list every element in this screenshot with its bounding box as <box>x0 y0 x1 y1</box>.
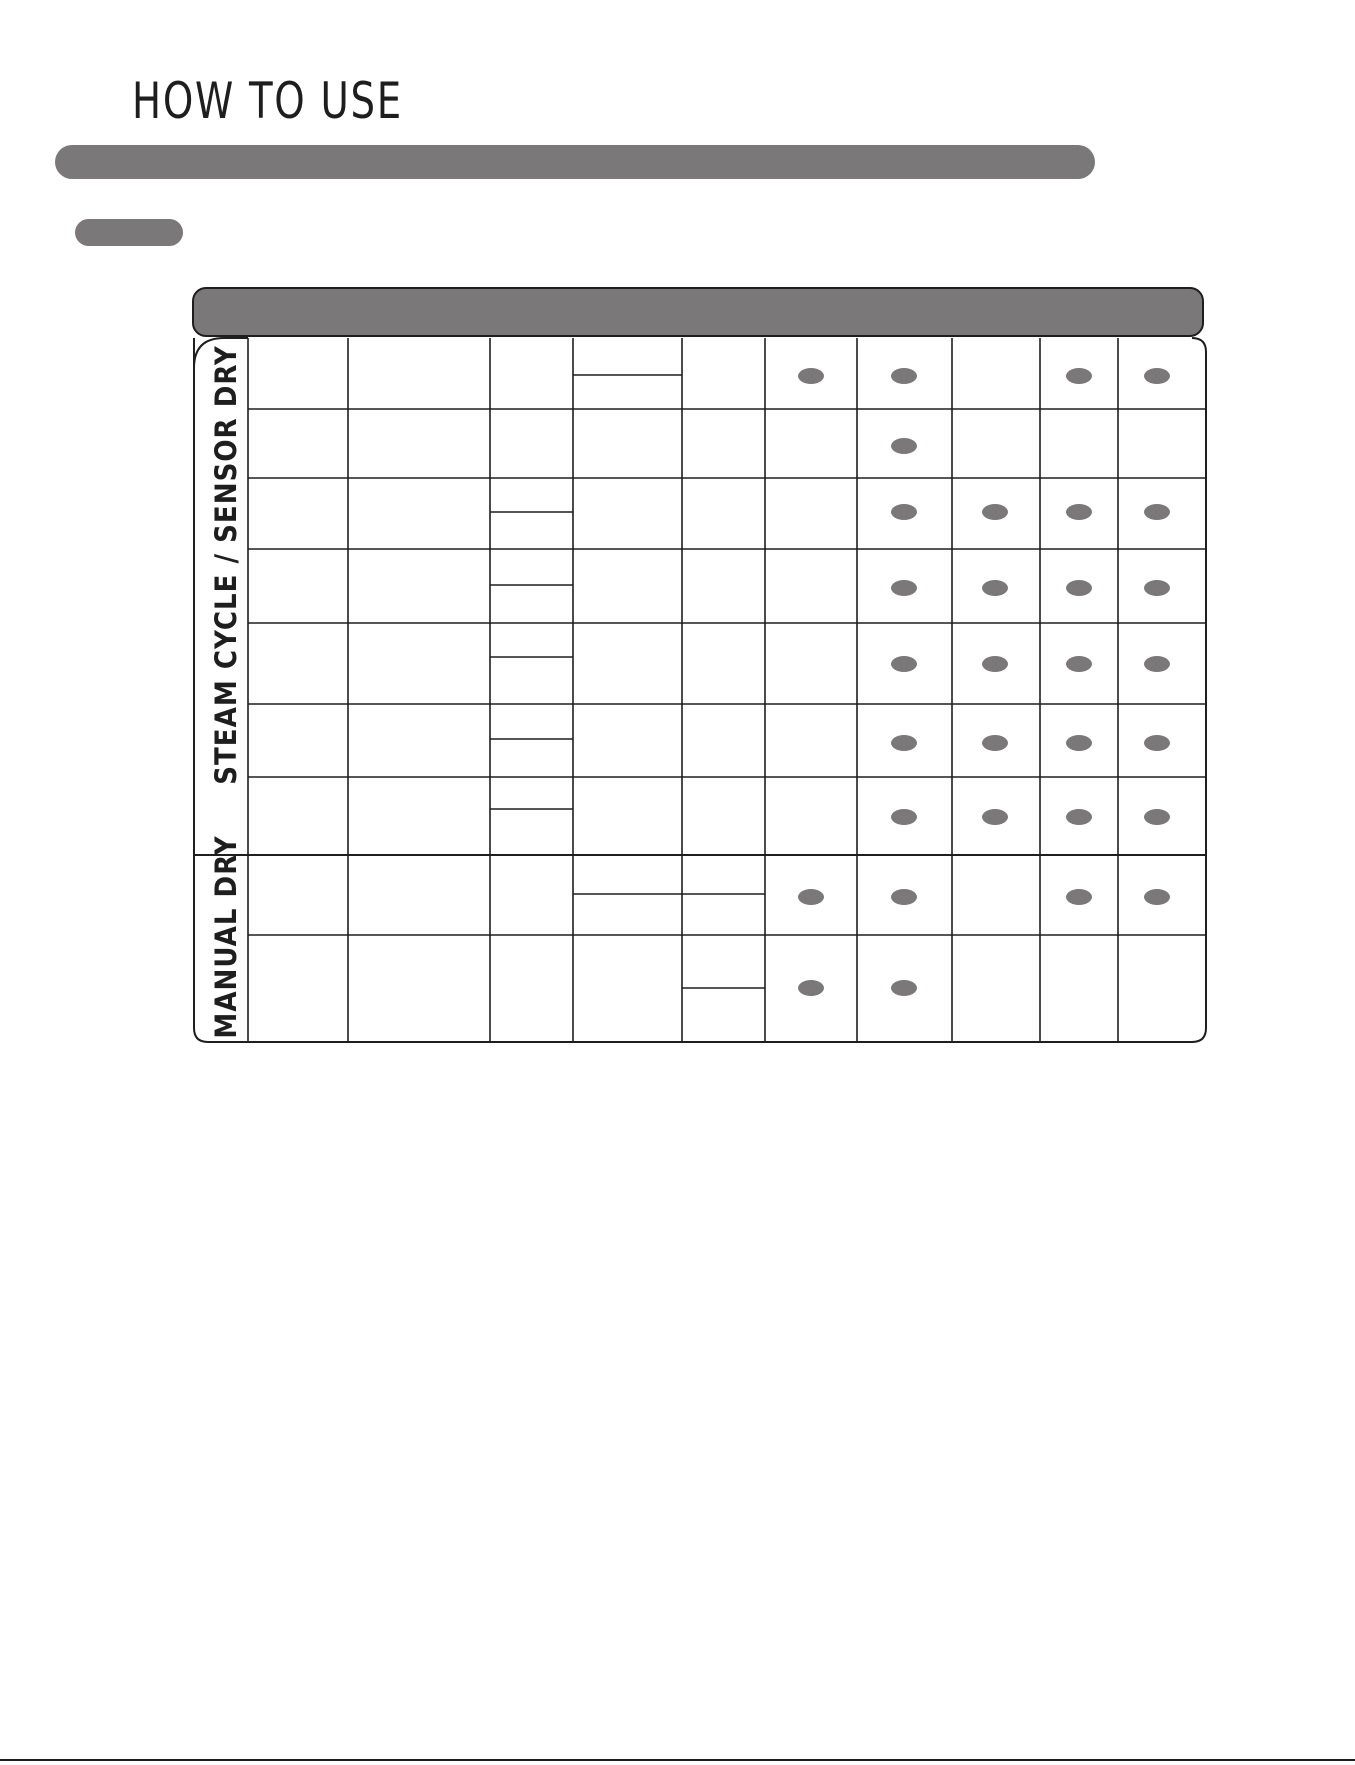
row-5-dot-col-4 <box>1066 656 1092 672</box>
row-5-dot-col-5 <box>1144 656 1170 672</box>
row-3-dot-col-4 <box>1066 504 1092 520</box>
row-7-dot-col-4 <box>1066 809 1092 825</box>
row-7-dot-col-5 <box>1144 809 1170 825</box>
row-6-dot-col-4 <box>1066 735 1092 751</box>
row-5-dot-col-2 <box>891 656 917 672</box>
row-9-dot-col-2 <box>891 980 917 996</box>
row-9-dot-col-1 <box>798 980 824 996</box>
row-4-dot-col-2 <box>891 580 917 596</box>
row-6-dot-col-5 <box>1144 735 1170 751</box>
row-1-dot-col-2 <box>891 368 917 384</box>
row-8-dot-col-5 <box>1144 889 1170 905</box>
row-3-dot-col-3 <box>982 504 1008 520</box>
row-7-dot-col-3 <box>982 809 1008 825</box>
section-label-steam: STEAM CYCLE / SENSOR DRY <box>209 345 243 785</box>
section-label-manual: MANUAL DRY <box>209 835 243 1039</box>
page-title: HOW TO USE <box>132 72 403 130</box>
row-6-dot-col-2 <box>891 735 917 751</box>
row-3-dot-col-2 <box>891 504 917 520</box>
table-outer-border <box>194 338 1206 1042</box>
row-8-dot-col-2 <box>891 889 917 905</box>
row-1-dot-col-5 <box>1144 368 1170 384</box>
row-3-dot-col-5 <box>1144 504 1170 520</box>
row-4-dot-col-4 <box>1066 580 1092 596</box>
row-8-dot-col-4 <box>1066 889 1092 905</box>
row-6-dot-col-3 <box>982 735 1008 751</box>
row-1-dot-col-4 <box>1066 368 1092 384</box>
row-5-dot-col-3 <box>982 656 1008 672</box>
row-1-dot-col-1 <box>798 368 824 384</box>
row-4-dot-col-3 <box>982 580 1008 596</box>
row-7-dot-col-2 <box>891 809 917 825</box>
footer-rule <box>0 1759 1355 1761</box>
row-2-dot-col-2 <box>891 438 917 454</box>
row-8-dot-col-1 <box>798 889 824 905</box>
row-4-dot-col-5 <box>1144 580 1170 596</box>
